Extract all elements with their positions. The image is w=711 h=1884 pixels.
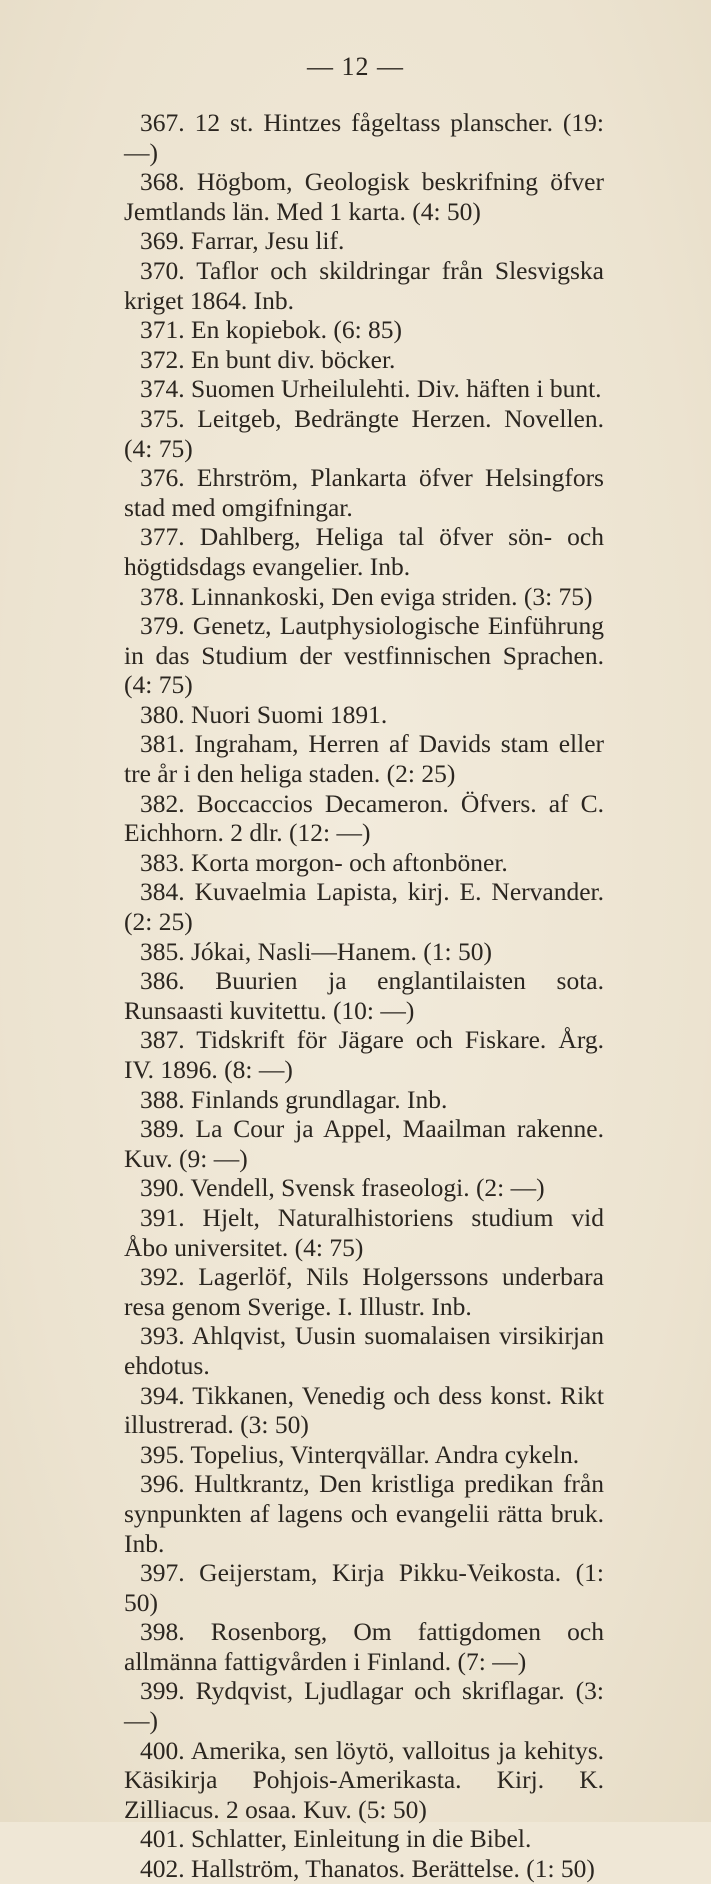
catalog-entry: 370. Taflor och skildringar från Slesvigska kriget 1864. Inb. bbox=[124, 255, 604, 315]
catalog-entry: 371. En kopiebok. (6: 85) bbox=[140, 315, 403, 345]
catalog-entry: 391. Hjelt, Naturalhistoriens studium vid Åbo universitet. (4: 75) bbox=[124, 1202, 604, 1262]
catalog-entry: 385. Jókai, Nasli—Hanem. (1: 50) bbox=[140, 936, 492, 966]
catalog-entry: 377. Dahlberg, Heliga tal öfver sön- och högtidsdags evangelier. Inb. bbox=[124, 522, 604, 581]
catalog-entry: 398. Rosenborg, Om fattigdomen och allmänna fattigvården i Finland. (7: —) bbox=[124, 1617, 604, 1676]
catalog-entry: 367. 12 st. Hintzes fågeltass planscher. (19: —) bbox=[124, 108, 604, 167]
catalog-entries bbox=[124, 108, 604, 1884]
catalog-entry: 381. Ingraham, Herren af Davids stam eller tre år i den heliga staden. (2: 25) bbox=[124, 729, 604, 789]
page-number: — 12 — bbox=[307, 52, 404, 81]
catalog-entry: 388. Finlands grundlagar. Inb. bbox=[140, 1084, 448, 1114]
catalog-entry: 372. En bunt div. böcker. bbox=[140, 344, 396, 374]
catalog-entry: 383. Korta morgon- och aftonböner. bbox=[140, 847, 508, 877]
catalog-entry: 397. Geijerstam, Kirja Pikku-Veikosta. (1: 50) bbox=[124, 1558, 604, 1617]
catalog-entry: 390. Vendell, Svensk fraseologi. (2: —) bbox=[140, 1173, 545, 1203]
catalog-entry: 399. Rydqvist, Ljudlagar och skriflagar. (3: —) bbox=[124, 1676, 604, 1736]
catalog-entry: 396. Hultkrantz, Den kristliga predikan från synpunkten af lagens och evangelii rätta bruk. Inb. bbox=[124, 1469, 604, 1558]
catalog-entry: 378. Linnankoski, Den eviga striden. (3: 75) bbox=[140, 581, 593, 611]
catalog-entry: 386. Buurien ja englantilaisten sota. Runsaasti kuvitettu. (10: —) bbox=[124, 966, 604, 1025]
catalog-entry: 392. Lagerlöf, Nils Holgerssons underbara resa genom Sverige. I. Illustr. Inb. bbox=[124, 1262, 604, 1321]
catalog-entry: 376. Ehrström, Plankarta öfver Helsingfors stad med omgifningar. bbox=[124, 463, 604, 522]
catalog-entry: 379. Genetz, Lautphysiologische Einführung in das Studium der vestfinnischen Sprachen. (4: 75) bbox=[124, 611, 604, 700]
catalog-entry: 369. Farrar, Jesu lif. bbox=[140, 226, 345, 256]
catalog-entry: 374. Suomen Urheilulehti. Div. häften i bunt. bbox=[140, 374, 602, 404]
catalog-entry: 394. Tikkanen, Venedig och dess konst. Rikt illustrerad. (3: 50) bbox=[124, 1380, 604, 1440]
catalog-entry: 402. Hallström, Thanatos. Berättelse. (1: 50) bbox=[140, 1854, 595, 1884]
catalog-entry: 395. Topelius, Vinterqvällar. Andra cykeln. bbox=[140, 1439, 580, 1469]
catalog-entry: 393. Ahlqvist, Uusin suomalaisen virsikirjan ehdotus. bbox=[124, 1321, 604, 1380]
catalog-entry: 389. La Cour ja Appel, Maailman rakenne. Kuv. (9: —) bbox=[124, 1114, 604, 1173]
catalog-entry: 375. Leitgeb, Bedrängte Herzen. Novellen. (4: 75) bbox=[124, 403, 604, 463]
catalog-entry: 400. Amerika, sen löytö, valloitus ja kehitys. Käsikirja Pohjois-Amerikasta. Kirj. K. Zilliacus. 2 osaa. Kuv. (5: 50) bbox=[124, 1735, 604, 1824]
catalog-entry: 382. Boccaccios Decameron. Öfvers. af C. Eichhorn. 2 dlr. (12: —) bbox=[124, 788, 604, 848]
catalog-entry: 387. Tidskrift för Jägare och Fiskare. Årg. IV. 1896. (8: —) bbox=[124, 1025, 604, 1084]
catalog-entry: 380. Nuori Suomi 1891. bbox=[140, 699, 388, 729]
catalog-entry: 384. Kuvaelmia Lapista, kirj. E. Nervander. (2: 25) bbox=[124, 877, 604, 937]
catalog-entry: 401. Schlatter, Einleitung in die Bibel. bbox=[140, 1824, 532, 1854]
catalog-entry: 368. Högbom, Geologisk beskrifning öfver Jemtlands län. Med 1 karta. (4: 50) bbox=[124, 167, 604, 226]
